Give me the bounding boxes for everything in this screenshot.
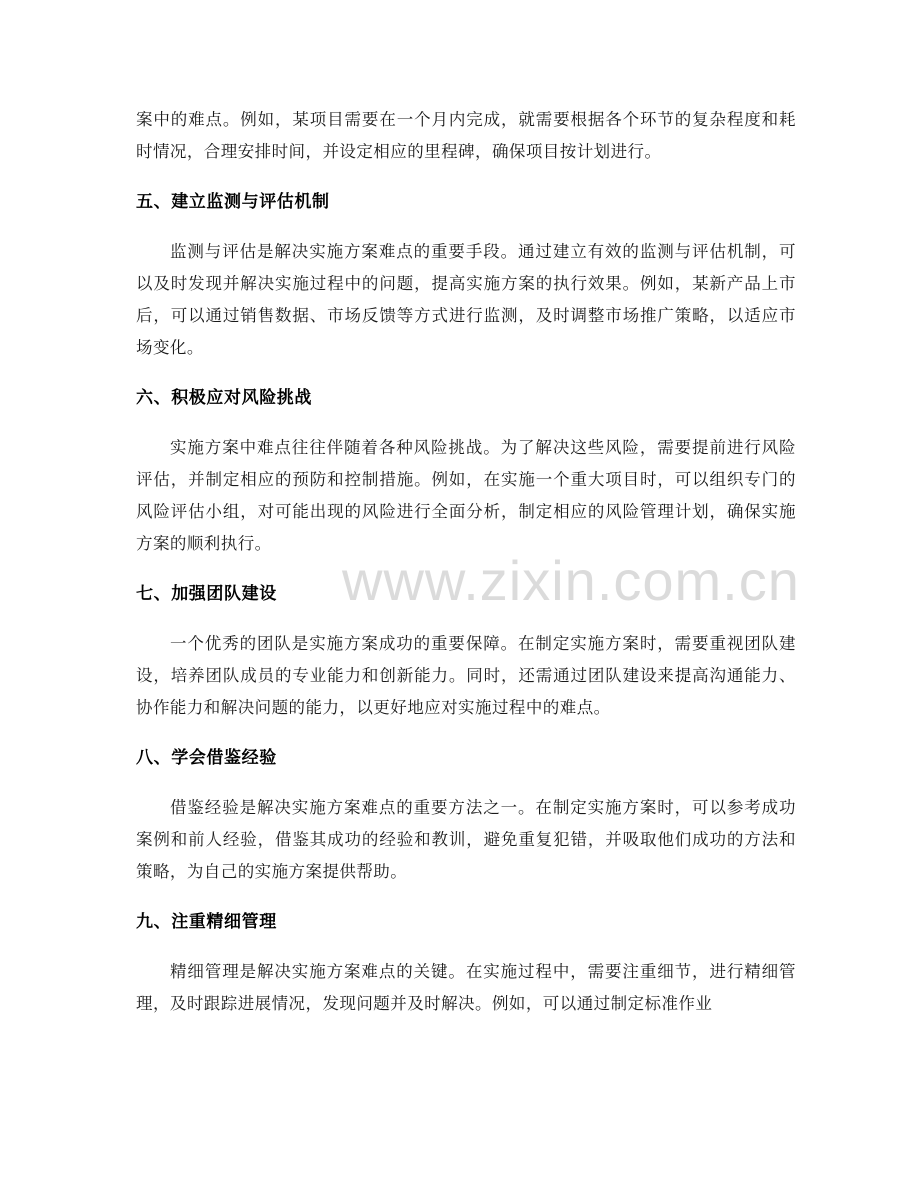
intro-paragraph: 案中的难点。例如，某项目需要在一个月内完成，就需要根据各个环节的复杂程度和耗时情况，合理安排时间，并设定相应的里程碑，确保项目按计划进行。 [136, 110, 796, 161]
section-heading-9: 九、注重精细管理 [136, 912, 277, 932]
section-heading-5: 五、建立监测与评估机制 [136, 192, 330, 212]
section-heading-8: 八、学会借鉴经验 [136, 748, 277, 768]
section-heading-7: 七、加强团队建设 [136, 584, 277, 604]
watermark-text: www.zixin.com.cn [342, 549, 800, 612]
section-paragraph-8: 借鉴经验是解决实施方案难点的重要方法之一。在制定实施方案时，可以参考成功案例和前人经验，借鉴其成功的经验和教训，避免重复犯错，并吸取他们成功的方法和策略，为自己的实施方案提供帮助。 [136, 798, 796, 881]
section-paragraph-7: 一个优秀的团队是实施方案成功的重要保障。在制定实施方案时，需要重视团队建设，培养团队成员的专业能力和创新能力。同时，还需通过团队建设来提高沟通能力、协作能力和解决问题的能力，以更好地应对实施过程中的难点。 [136, 634, 796, 717]
section-paragraph-6: 实施方案中难点往往伴随着各种风险挑战。为了解决这些风险，需要提前进行风险评估，并制定相应的预防和控制措施。例如，在实施一个重大项目时，可以组织专门的风险评估小组，对可能出现的风险进行全面分析，制定相应的风险管理计划，确保实施方案的顺利执行。 [136, 438, 796, 553]
section-paragraph-5: 监测与评估是解决实施方案难点的重要手段。通过建立有效的监测与评估机制，可以及时发现并解决实施过程中的问题，提高实施方案的执行效果。例如，某新产品上市后，可以通过销售数据、市场反馈等方式进行监测，及时调整市场推广策略，以适应市场变化。 [136, 242, 796, 357]
section-heading-6: 六、积极应对风险挑战 [136, 388, 312, 408]
section-paragraph-9: 精细管理是解决实施方案难点的关键。在实施过程中，需要注重细节，进行精细管理，及时跟踪进展情况，发现问题并及时解决。例如，可以通过制定标准作业 [136, 962, 796, 1013]
document-body [136, 104, 796, 1020]
